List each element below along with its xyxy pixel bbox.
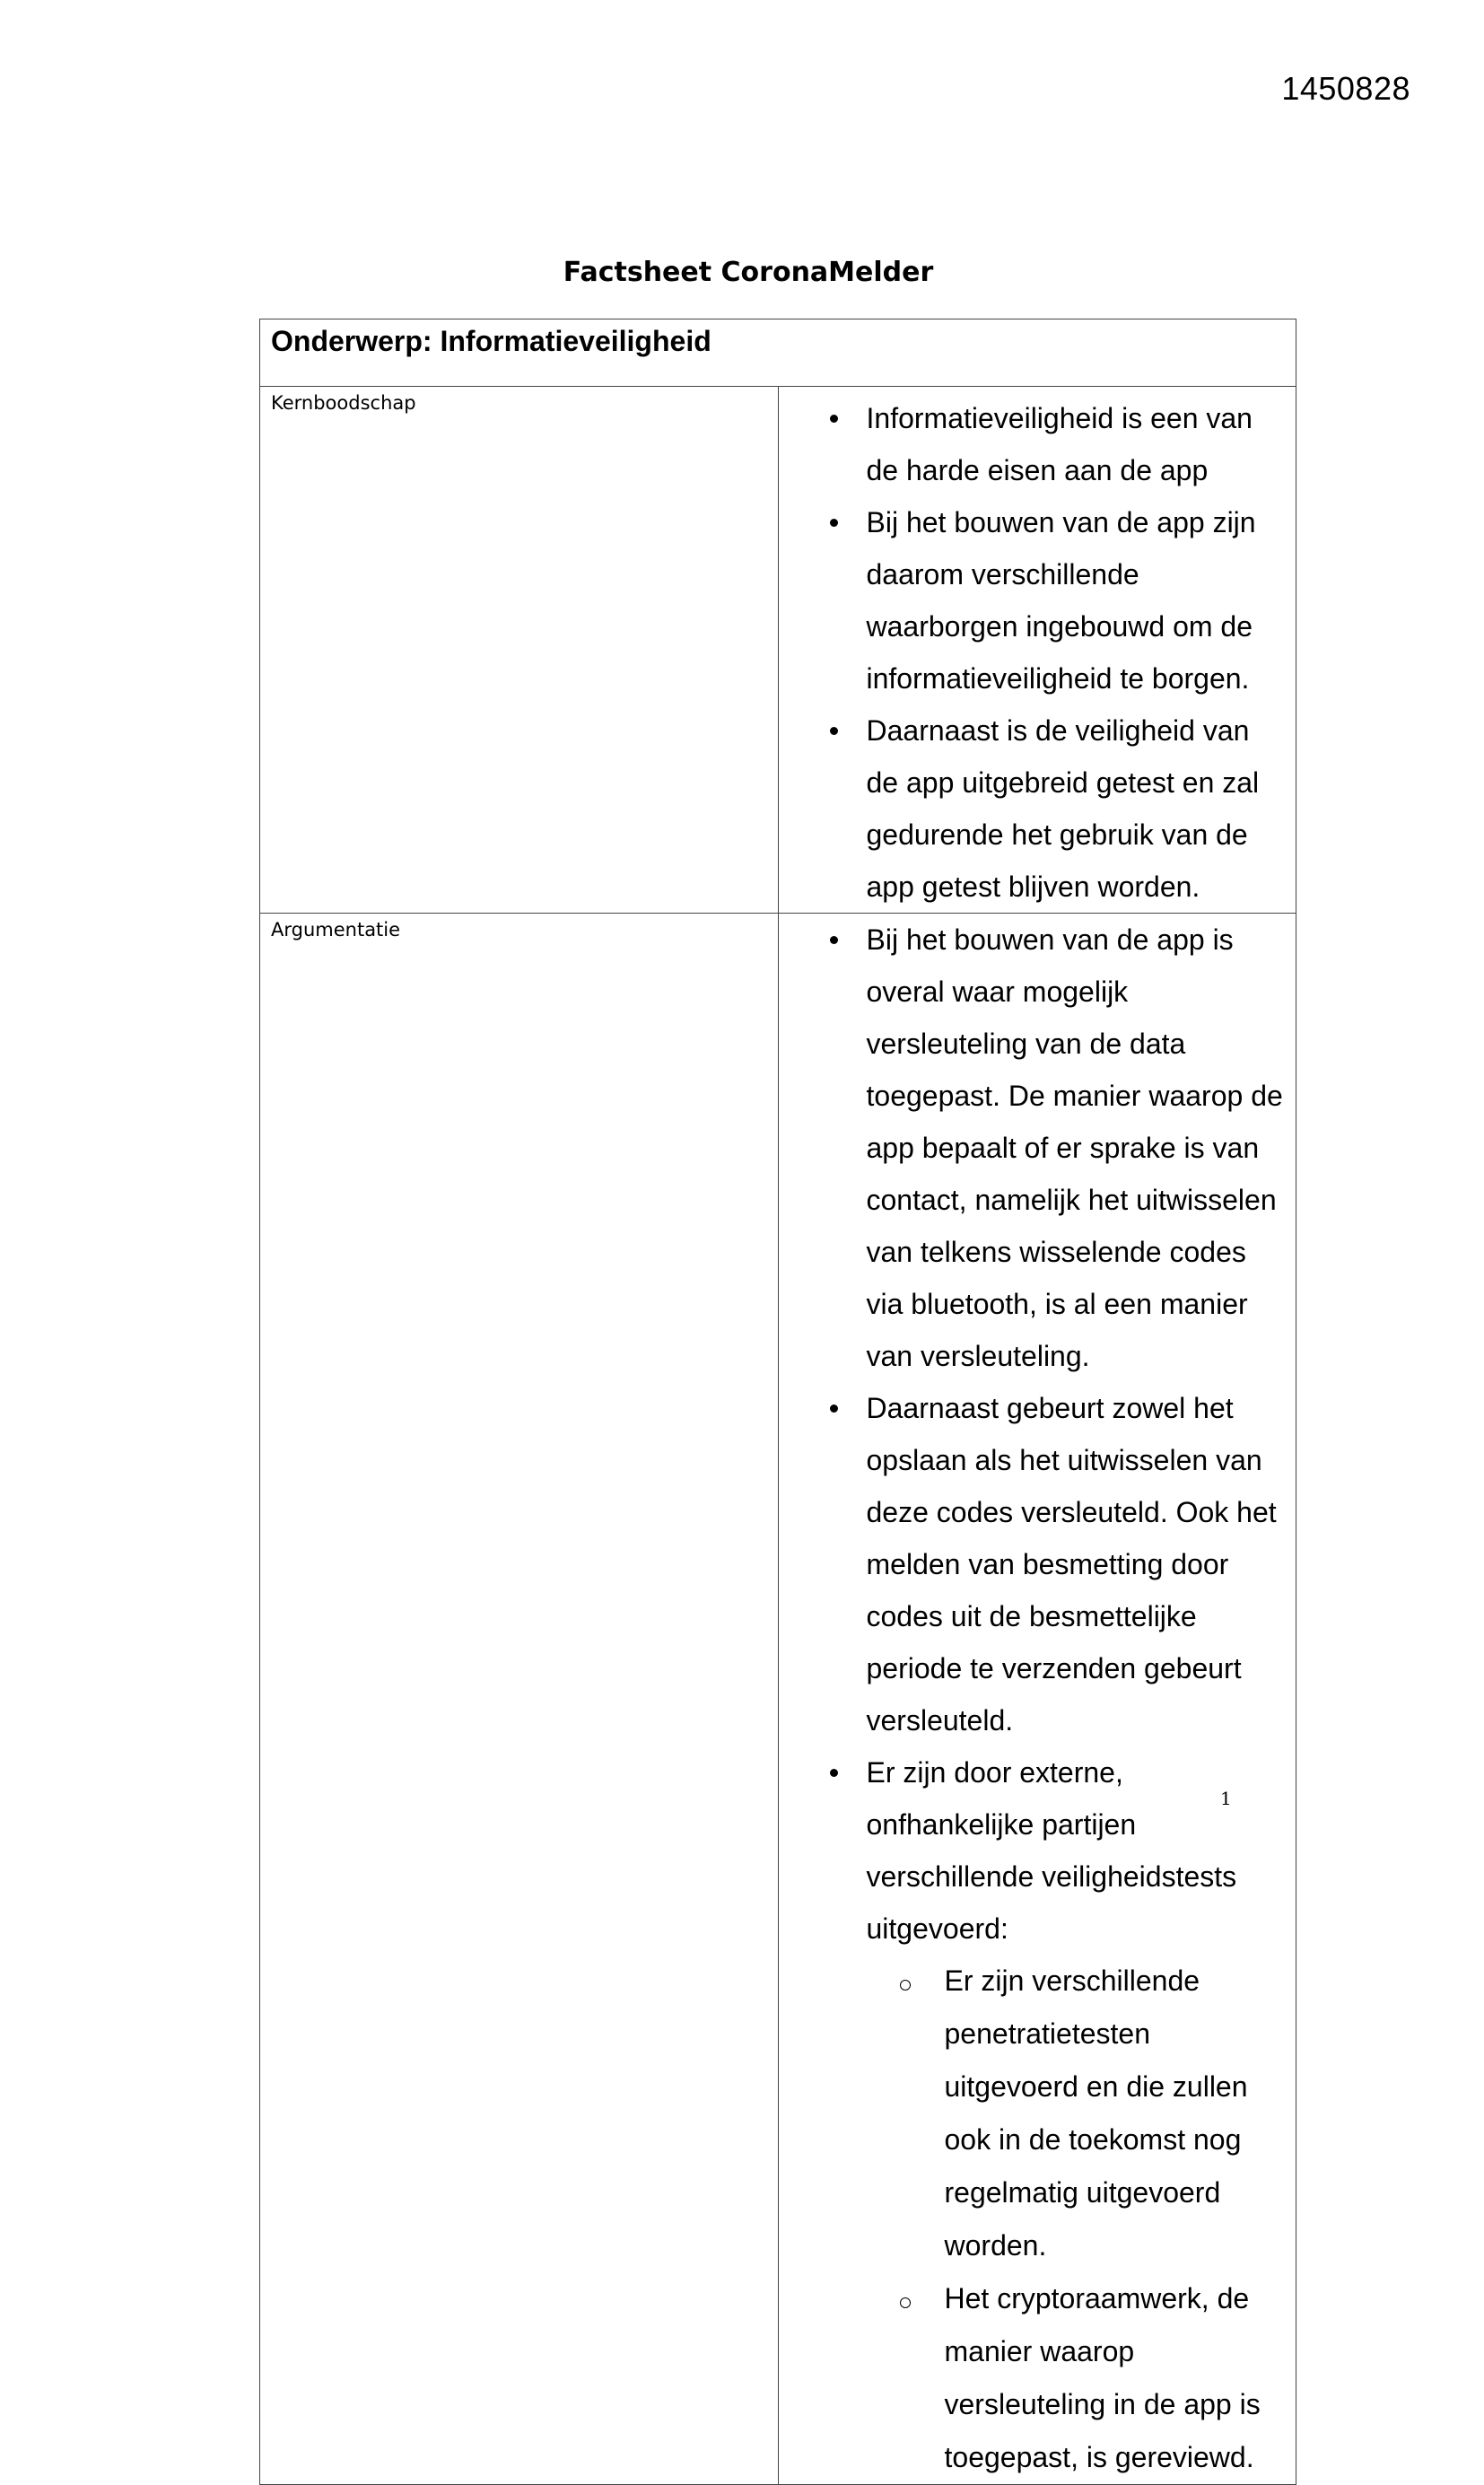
bullet-list [779,392,1296,913]
list-item: Bij het bouwen van de app zijn daarom verschillende waarborgen ingebouwd om de informatieveiligheid te borgen. [779,496,1296,704]
list-item: Daarnaast gebeurt zowel het opslaan als het uitwisselen van deze codes versleuteld. Ook het melden van besmetting door codes uit de besmettelijke periode te verzenden gebeurt versleuteld. [779,1382,1296,1746]
list-item [779,1746,1296,2484]
list-item: Daarnaast is de veiligheid van de app uitgebreid getest en zal gedurende het gebruik van de app getest blijven worden. [779,704,1296,913]
row-label-kernboodschap: Kernboodschap [260,387,779,914]
table-row [260,387,1296,914]
bullet-list [779,914,1296,2484]
page-title: Factsheet CoronaMelder [563,257,934,288]
sub-list-item: Het cryptoraamwerk, de manier waarop versleuteling in de app is toegepast, is gereviewd. [867,2272,1286,2484]
subject-row [260,319,1296,387]
page-number: 1 [1220,1788,1232,1809]
list-item: Informatieveiligheid is een van de harde eisen aan de app [779,392,1296,496]
subject-heading: Onderwerp: Informatieveiligheid [260,319,1296,387]
sub-list-item: Er zijn verschillende penetratietesten uitgevoerd en die zullen ook in de toekomst nog regelmatig uitgevoerd worden. [867,1955,1286,2272]
row-content-kernboodschap [778,387,1296,914]
sub-bullet-list [867,1955,1286,2484]
row-content-argumentatie [778,914,1296,2485]
list-item-text: Er zijn door externe, onfhankelijke partijen verschillende veiligheidstests uitgevoerd: [866,1756,1237,1945]
document-id: 1450828 [1281,70,1410,107]
factsheet-table [259,319,1296,2485]
row-label-argumentatie: Argumentatie [260,914,779,2485]
list-item: Bij het bouwen van de app is overal waar mogelijk versleuteling van de data toegepast. De manier waarop de app bepaalt of er sprake is van contact, namelijk het uitwisselen van telkens wisselende codes via bluetooth, is al een manier van versleuteling. [779,914,1296,1382]
table-row [260,914,1296,2485]
